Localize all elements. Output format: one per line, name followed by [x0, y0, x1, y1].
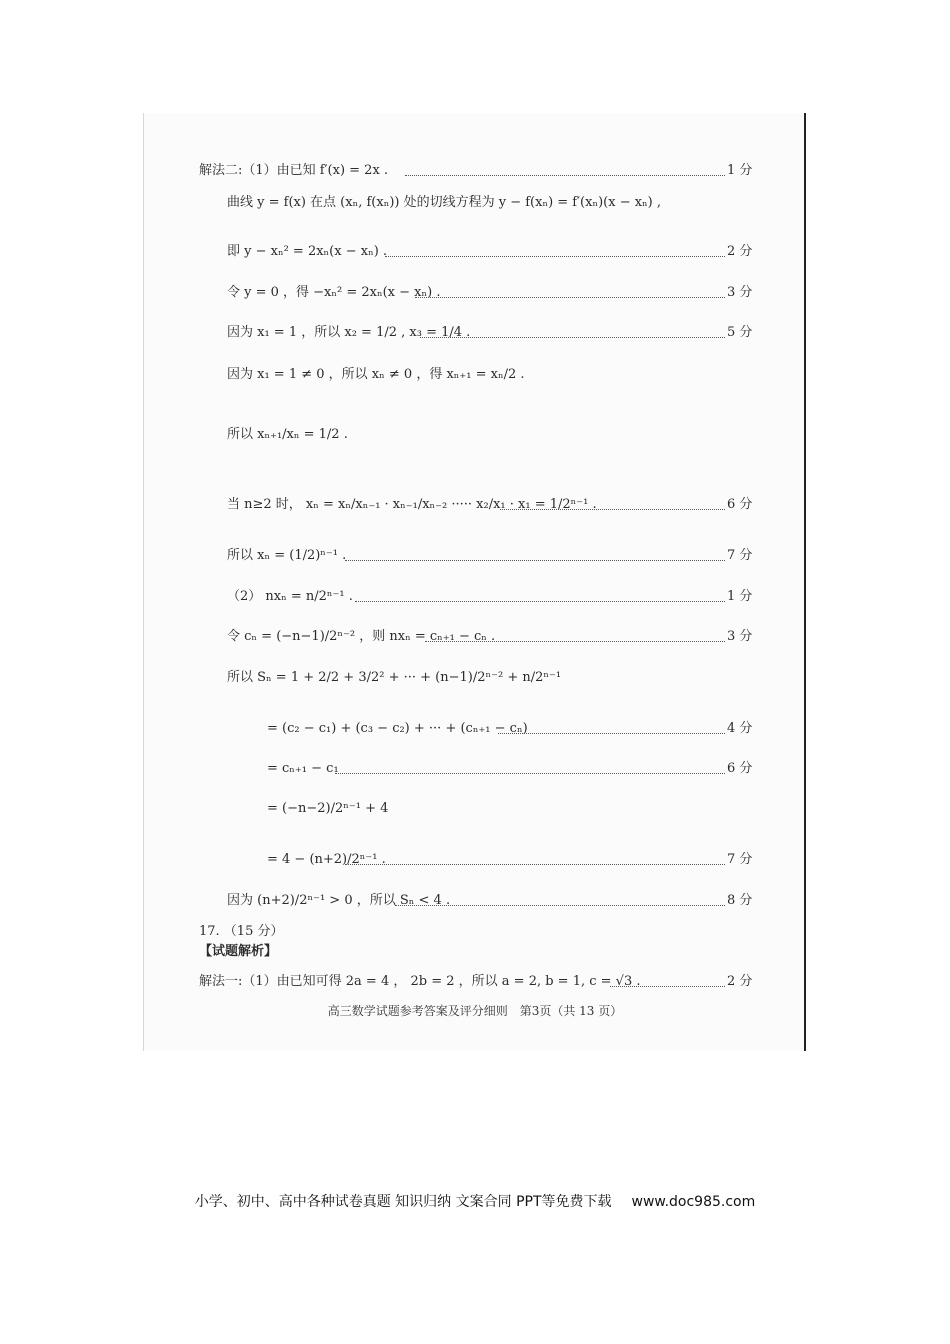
score-label: 7 分: [727, 548, 753, 563]
dot-leader: [498, 733, 725, 734]
banner-url[interactable]: www.doc985.com: [631, 1194, 756, 1210]
solution-line: 因为 x₁ = 1 ≠ 0 ，所以 xₙ ≠ 0 ，得 xₙ₊₁ = xₙ/2 .: [227, 367, 525, 382]
dot-leader: [405, 175, 725, 176]
dot-leader: [335, 773, 725, 774]
solution-line: 所以 xₙ₊₁/xₙ = 1/2 .: [227, 427, 348, 442]
score-label: 1 分: [727, 163, 753, 178]
solution-line: = (−n−2)/2ⁿ⁻¹ + 4: [267, 801, 389, 816]
score-label: 1 分: [727, 589, 753, 604]
dot-leader: [420, 337, 725, 338]
dot-leader: [345, 560, 725, 561]
score-label: 8 分: [727, 893, 753, 908]
dot-leader: [500, 509, 725, 510]
score-label: 3 分: [727, 285, 753, 300]
solution-line: 当 n≥2 时， xₙ = xₙ/xₙ₋₁ · xₙ₋₁/xₙ₋₂ ····· x₂/x₁ · x₁ = 1/2ⁿ⁻¹ .: [227, 497, 597, 512]
dot-leader: [385, 256, 725, 257]
score-label: 2 分: [727, 244, 753, 259]
solution-line: 因为 (n+2)/2ⁿ⁻¹ > 0 ，所以 Sₙ < 4 .: [227, 893, 451, 908]
score-label: 4 分: [727, 721, 753, 736]
solution-line: 曲线 y = f(x) 在点 (xₙ, f(xₙ)) 处的切线方程为 y − f(xₙ) = f′(xₙ)(x − xₙ) ,: [227, 195, 662, 210]
banner-text: 小学、初中、高中各种试卷真题 知识归纳 文案合同 PPT等免费下载: [194, 1194, 612, 1210]
download-banner: [0, 1191, 950, 1211]
solution-line: = 4 − (n+2)/2ⁿ⁻¹ .: [267, 852, 386, 867]
solution-line: 所以 xₙ = (1/2)ⁿ⁻¹ .: [227, 548, 347, 563]
solution-line: 令 y = 0 ，得 −xₙ² = 2xₙ(x − xₙ) .: [227, 285, 441, 300]
score-label: 6 分: [727, 761, 753, 776]
solution-line: 所以 Sₙ = 1 + 2/2 + 3/2² + ··· + (n−1)/2ⁿ⁻² + n/2ⁿ⁻¹: [227, 670, 562, 685]
page-edge-right: [804, 113, 806, 1051]
dot-leader: [425, 641, 725, 642]
solution-line: = (c₂ − c₁) + (c₃ − c₂) + ··· + (cₙ₊₁ − cₙ): [267, 721, 528, 736]
score-label: 2 分: [727, 974, 753, 989]
dot-leader: [610, 986, 725, 987]
problem-number: 17. （15 分）: [199, 924, 284, 939]
score-label: 6 分: [727, 497, 753, 512]
solution-line: = cₙ₊₁ − c₁: [267, 761, 339, 776]
dot-leader: [345, 864, 725, 865]
solution-line: 即 y − xₙ² = 2xₙ(x − xₙ) .: [227, 244, 388, 259]
dot-leader: [415, 297, 725, 298]
dot-leader: [355, 601, 725, 602]
solution-line: 因为 x₁ = 1 ，所以 x₂ = 1/2 , x₃ = 1/4 .: [227, 325, 471, 340]
score-label: 5 分: [727, 325, 753, 340]
page-edge-left: [143, 113, 144, 1051]
dot-leader: [395, 905, 725, 906]
score-label: 3 分: [727, 629, 753, 644]
solution-line: （2） nxₙ = n/2ⁿ⁻¹ .: [227, 589, 353, 604]
solution-line: 解法一:（1）由已知可得 2a = 4 ， 2b = 2 ，所以 a = 2, b = 1, c = √3 .: [199, 974, 641, 989]
page-footer: 高三数学试题参考答案及评分细则 第3页（共 13 页）: [327, 1004, 623, 1018]
score-label: 7 分: [727, 852, 753, 867]
solution-line: 解法二:（1）由已知 f′(x) = 2x .: [199, 163, 389, 178]
section-heading: 【试题解析】: [199, 944, 278, 959]
solution-line: 令 cₙ = (−n−1)/2ⁿ⁻² ，则 nxₙ = cₙ₊₁ − cₙ .: [227, 629, 496, 644]
